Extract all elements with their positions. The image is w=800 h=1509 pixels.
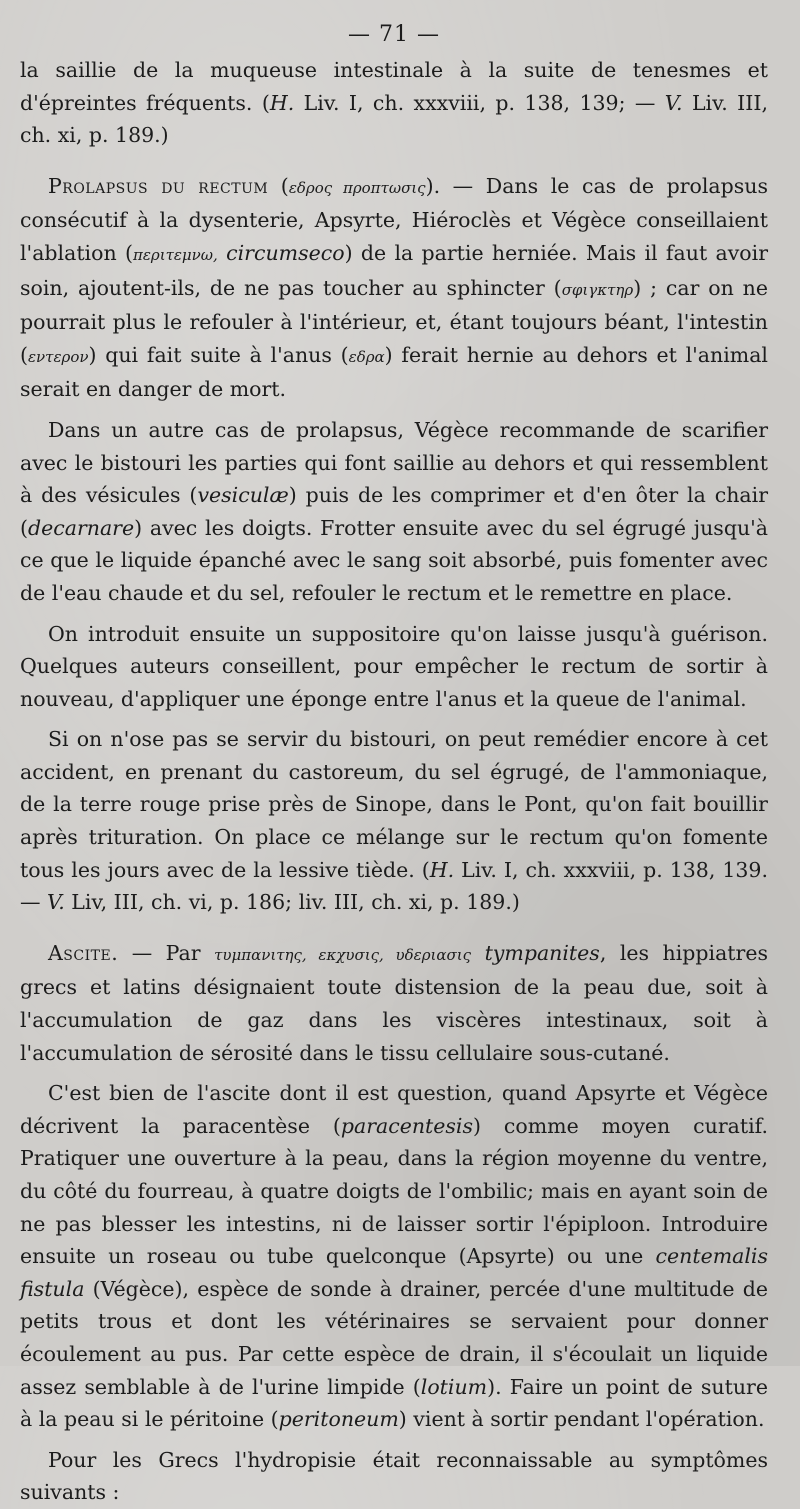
page-number: — 71 — (348, 22, 440, 47)
paragraph-ascite: Ascite. — Par τυμπανιτης, εκχυσις, υδεριασις tympanites, les hippiatres grecs et latins désignaient toute distension de la peau due, soit à l'accumulation de gaz dans les viscères intestinaux, soit à l'accumulation de sérosité dans le tissu cellulaire sous-cutané. (20, 940, 768, 1065)
latin-term: lotium (420, 1374, 488, 1399)
latin-term: decarnare (28, 515, 135, 540)
greek-term: περιτεμνω, (132, 245, 218, 264)
reference-h: H. (269, 90, 295, 115)
latin-term: tympanites (484, 940, 600, 965)
greek-term: εδρος προπτωσις (288, 178, 426, 197)
reference-v: V. (47, 890, 65, 915)
latin-term: peritoneum (278, 1407, 399, 1432)
reference-v: V. (664, 90, 683, 115)
paragraph-bistouri: Si on n'ose pas se servir du bistouri, on peut remédier encore à cet accident, en prenant du castoreum, du sel égrugé, de l'ammoniaque, de la terre rouge prise près de Sinope, dans le Pont, qu'on fait bouillir après trituration. On place ce mélange sur le rectum qu'on fomente tous les jours avec de la lessive tiède. (H. Liv. I, ch. xxxviii, p. 138, 139. — V. Liv, III, ch. vi, p. 186; liv. III, ch. xi, p. 189.) (20, 727, 768, 915)
latin-term: circumseco (226, 240, 345, 265)
greek-term: εντερον (28, 347, 89, 366)
paragraph-continuation: la saillie de la muqueuse intestinale à la suite de tenesmes et d'épreintes fréquents. (H. Liv. I, ch. xxxviii, p. 138, 139; — V. Liv. III, ch. xi, p. 189.) (20, 58, 768, 148)
paragraph-hydropisie: Pour les Grecs l'hydropisie était reconnaissable au symptômes suivants : (20, 1447, 768, 1505)
latin-term: vesiculæ (197, 483, 289, 508)
paragraph-paracentese: C'est bien de l'ascite dont il est question, quand Apsyrte et Végèce décrivent la paracentèse (paracentesis) comme moyen curatif. Pratiquer une ouverture à la peau, dans la région moyenne du ventre, du côté du fourreau, à quatre doigts de l'ombilic; mais en ayant soin de ne pas blesser les intestins, ni de laisser sortir l'épiploon. Introduire ensuite un roseau ou tube quelconque (Apsyrte) ou une centemalis fistula (Végèce), espèce de sonde à drainer, percée d'une multitude de petits trous et dont les vétérinaires se servaient pour donner écoulement au pus. Par cette espèce de drain, il s'écoulait un liquide assez semblable à de l'urine limpide (lotium). Faire un point de suture à la peau si le péritoine (peritoneum) vient à sortir pendant l'opération. (20, 1081, 769, 1432)
paragraph-scarifier: Dans un autre cas de prolapsus, Végèce recommande de scarifier avec le bistouri les parties qui font saillie au dehors et qui ressemblent à des vésicules (vesiculæ) puis de les comprimer et d'en ôter la chair (decarnare) avec les doigts. Frotter ensuite avec du sel égrugé jusqu'à ce que le liquide épanché avec le sang soit absorbé, puis fomenter avec de l'eau chaude et du sel, refouler le rectum et le remettre en place. (20, 417, 768, 605)
greek-term: τυμπανιτης, εκχυσις, υδεριασις (214, 945, 472, 964)
section-heading-ascite: Ascite. (48, 940, 119, 965)
paragraph-prolapsus: Prolapsus du rectum (εδρος προπτωσις). — Dans le cas de prolapsus consécutif à la dysenterie, Apsyrte, Hiéroclès et Végèce conseillaient l'ablation (περιτεμνω, circumseco) de la partie herniée. Mais il faut avoir soin, ajoutent-ils, de ne pas toucher au sphincter (σφιγκτηρ) ; car on ne pourrait plus le refouler à l'intérieur, et, étant toujours béant, l'intestin (εντερον) qui fait suite à l'anus (εδρα) ferait hernie au dehors et l'animal serait en danger de mort. (20, 173, 769, 402)
section-heading-prolapsus: Prolapsus du rectum (48, 173, 269, 198)
latin-term: paracentesis (340, 1113, 473, 1138)
paragraph-suppositoire: On introduit ensuite un suppositoire qu'on laisse jusqu'à guérison. Quelques auteurs conseillent, pour empêcher le rectum de sortir à nouveau, d'appliquer une éponge entre l'anus et la queue de l'animal. (20, 621, 768, 711)
greek-term: εδρα (348, 347, 385, 366)
greek-term: σφιγκτηρ (561, 280, 634, 299)
reference-h: H. (429, 857, 455, 882)
latin-term: centemalis fistula (20, 1244, 768, 1301)
